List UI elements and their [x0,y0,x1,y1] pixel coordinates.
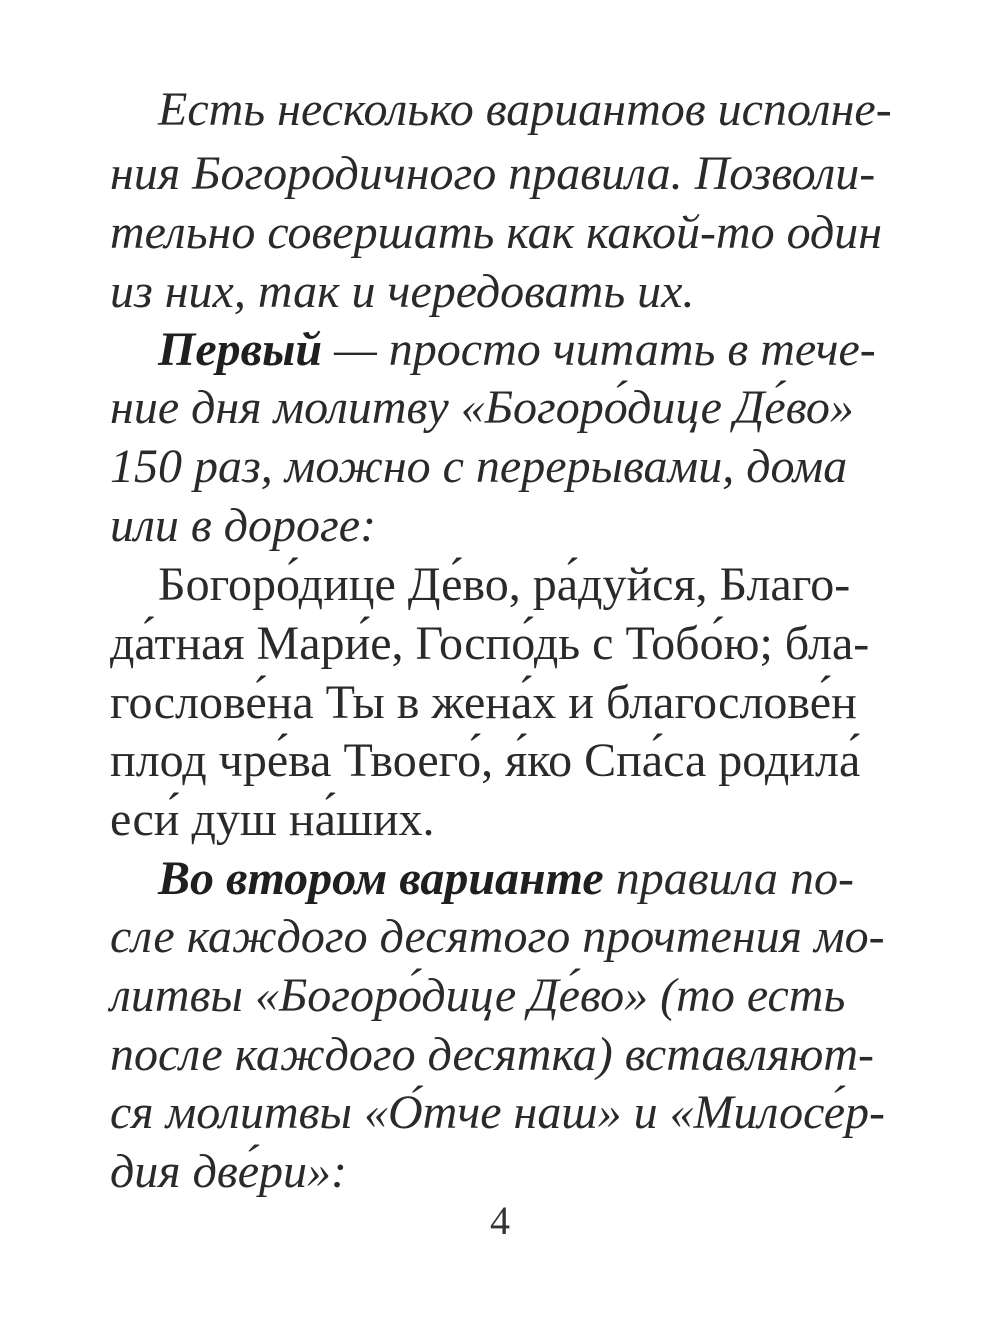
prayer-line-2: да́тная Мари́е, Госпо́дь с Тобо́ю; бла- [110,617,870,670]
second-variant-line-1-rest: правила по- [603,852,855,905]
intro-line-3: тельно совершать как какой-то один [110,206,883,259]
second-variant-heading: Во втором варианте [158,852,604,905]
prayer-line-4: плод чре́ва Твоего́, я́ко Спа́са родила́ [110,734,861,787]
first-variant-line-4: или в дороге: [110,499,377,552]
second-variant-line-1 [158,849,854,909]
prayer-line-3: гослове́на Ты в жена́х и благослове́н [110,676,857,729]
first-variant-line-3: 150 раз, можно с перерывами, дома [110,440,848,493]
intro-line-2: ния Богородичного правила. Позволи- [110,147,876,200]
prayer-line-1: Богоро́дице Де́во, ра́дуйся, Благо- [158,558,851,611]
prayer-line-5: еси́ душ на́ших. [110,793,435,846]
second-variant-line-4: после каждого десятка) вставляют- [110,1028,875,1081]
second-variant-line-6: дия две́ри»: [110,1145,347,1198]
second-variant-line-3: литвы «Богоро́дице Де́во» (то есть [110,969,846,1022]
page-number: 4 [490,1198,510,1243]
first-variant-line-1 [158,320,876,380]
second-variant-line-5: ся молитвы «О́тче наш» и «Милосе́р- [110,1086,886,1139]
first-variant-line-1-rest: — просто читать в тече- [322,323,876,376]
intro-line-4: из них, так и чередовать их. [110,265,695,318]
first-variant-line-2: ние дня молитву «Богоро́дице Де́во» [110,381,854,434]
second-variant-line-2: сле каждого десятого прочтения мо- [110,910,885,963]
intro-line-1: Есть несколько вариантов исполне- [158,83,892,136]
first-variant-heading: Первый [158,323,323,376]
